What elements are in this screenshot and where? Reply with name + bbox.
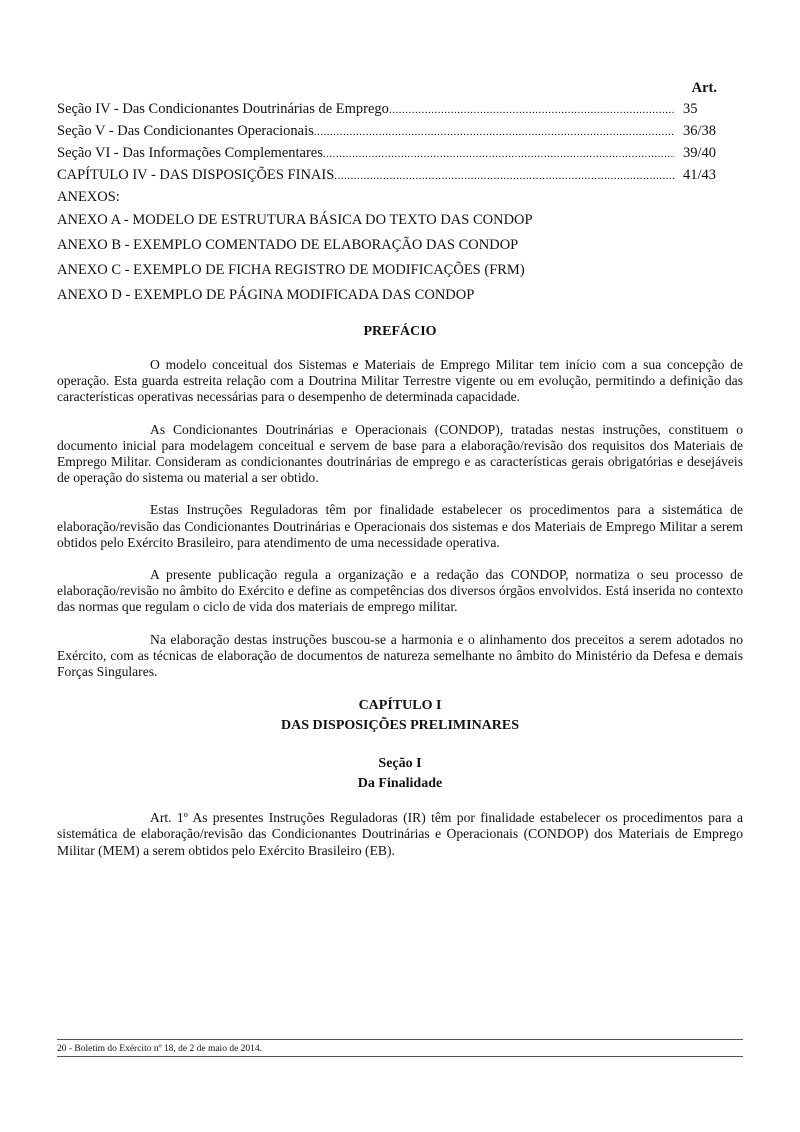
preface-paragraph: As Condicionantes Doutrinárias e Operacionais (CONDOP), tratadas nestas instruções, constituem o documento inicial para modelagem conceitual e servem de base para a elaboração/revisão dos requisitos dos Materiais de Emprego Militar. Consideram as condicionantes doutrinárias de emprego e as características gerais obrigatórias e desejáveis de operação do sistema ou material a ser obtido.	[57, 421, 743, 486]
toc-row-title: CAPÍTULO IV - DAS DISPOSIÇÕES FINAIS	[57, 167, 335, 183]
toc-row	[57, 164, 743, 186]
toc-row-title: Seção VI - Das Informações Complementares	[57, 145, 323, 161]
toc-row-leader	[314, 120, 675, 143]
section-subtitle: Da Finalidade	[357, 776, 443, 792]
footer-bottom-rule	[57, 1056, 743, 1057]
footer-text: 20 - Boletim do Exército nº 18, de 2 de maio de 2014.	[57, 1044, 263, 1054]
article-paragraph: Art. 1º As presentes Instruções Reguladoras (IR) têm por finalidade estabelecer os procedimentos para a sistemática de elaboração/revisão das Condicionantes Doutrinárias e Operacionais (CONDOP) dos Materiais de Emprego Militar (MEM) a serem obtidos pelo Exército Brasileiro (EB).	[57, 810, 743, 858]
toc-row-title: Seção IV - Das Condicionantes Doutrinárias de Emprego	[57, 101, 389, 117]
toc-row	[57, 142, 743, 164]
annex-item: ANEXO B - EXEMPLO COMENTADO DE ELABORAÇÃO DAS CONDOP	[57, 237, 519, 253]
toc-row	[57, 98, 743, 120]
toc-list	[57, 98, 743, 308]
preface-paragraph: Estas Instruções Reguladoras têm por finalidade estabelecer os procedimentos para a sistemática de elaboração/revisão das Condicionantes Doutrinárias e Operacionais dos sistemas e dos Materiais de Emprego Militar a serem obtidos pelo Exército Brasileiro, para atendimento de uma necessidade operativa.	[57, 502, 743, 550]
toc-row-page: 41/43	[683, 167, 717, 183]
toc-row-page: 35	[683, 101, 698, 117]
annex-item: ANEXO A - MODELO DE ESTRUTURA BÁSICA DO TEXTO DAS CONDOP	[57, 212, 533, 228]
toc-row-page: 36/38	[683, 123, 717, 139]
toc-row-title: Seção V - Das Condicionantes Operacionais	[57, 123, 314, 139]
toc-row-leader	[323, 142, 675, 165]
section-title: Seção I	[378, 756, 422, 772]
toc-row-leader	[389, 98, 675, 121]
footer-top-rule	[57, 1039, 743, 1040]
toc-row	[57, 120, 743, 142]
anexos-label: ANEXOS:	[57, 189, 120, 205]
chapter-title: CAPÍTULO I	[358, 698, 442, 714]
preface-paragraph: A presente publicação regula a organização e a redação das CONDOP, normatiza o seu processo de elaboração/revisão no âmbito do Exército e define as competências dos diversos órgãos envolvidos. Está inserida no contexto das normas que regulam o ciclo de vida dos materiais de emprego militar.	[57, 567, 743, 615]
toc-art-header: Art.	[691, 80, 717, 96]
annex-item: ANEXO C - EXEMPLO DE FICHA REGISTRO DE MODIFICAÇÕES (FRM)	[57, 262, 525, 278]
document-page	[57, 78, 743, 859]
toc-row-page: 39/40	[683, 145, 717, 161]
preface-title: PREFÁCIO	[363, 324, 437, 339]
chapter-subtitle: DAS DISPOSIÇÕES PRELIMINARES	[280, 718, 520, 734]
preface-paragraph: O modelo conceitual dos Sistemas e Materiais de Emprego Militar tem início com a sua concepção de operação. Esta guarda estreita relação com a Doutrina Militar Terrestre vigente ou em evolução, permitindo a definição das características operativas necessárias para o desempenho de determinada capacidade.	[57, 357, 743, 405]
preface-paragraph: Na elaboração destas instruções buscou-se a harmonia e o alinhamento dos preceitos a serem adotados no Exército, com as técnicas de elaboração de documentos de natureza semelhante no âmbito do Ministério da Defesa e demais Forças Singulares.	[57, 631, 743, 680]
annex-item: ANEXO D - EXEMPLO DE PÁGINA MODIFICADA DAS CONDOP	[57, 287, 475, 303]
toc-row-leader	[334, 164, 675, 187]
